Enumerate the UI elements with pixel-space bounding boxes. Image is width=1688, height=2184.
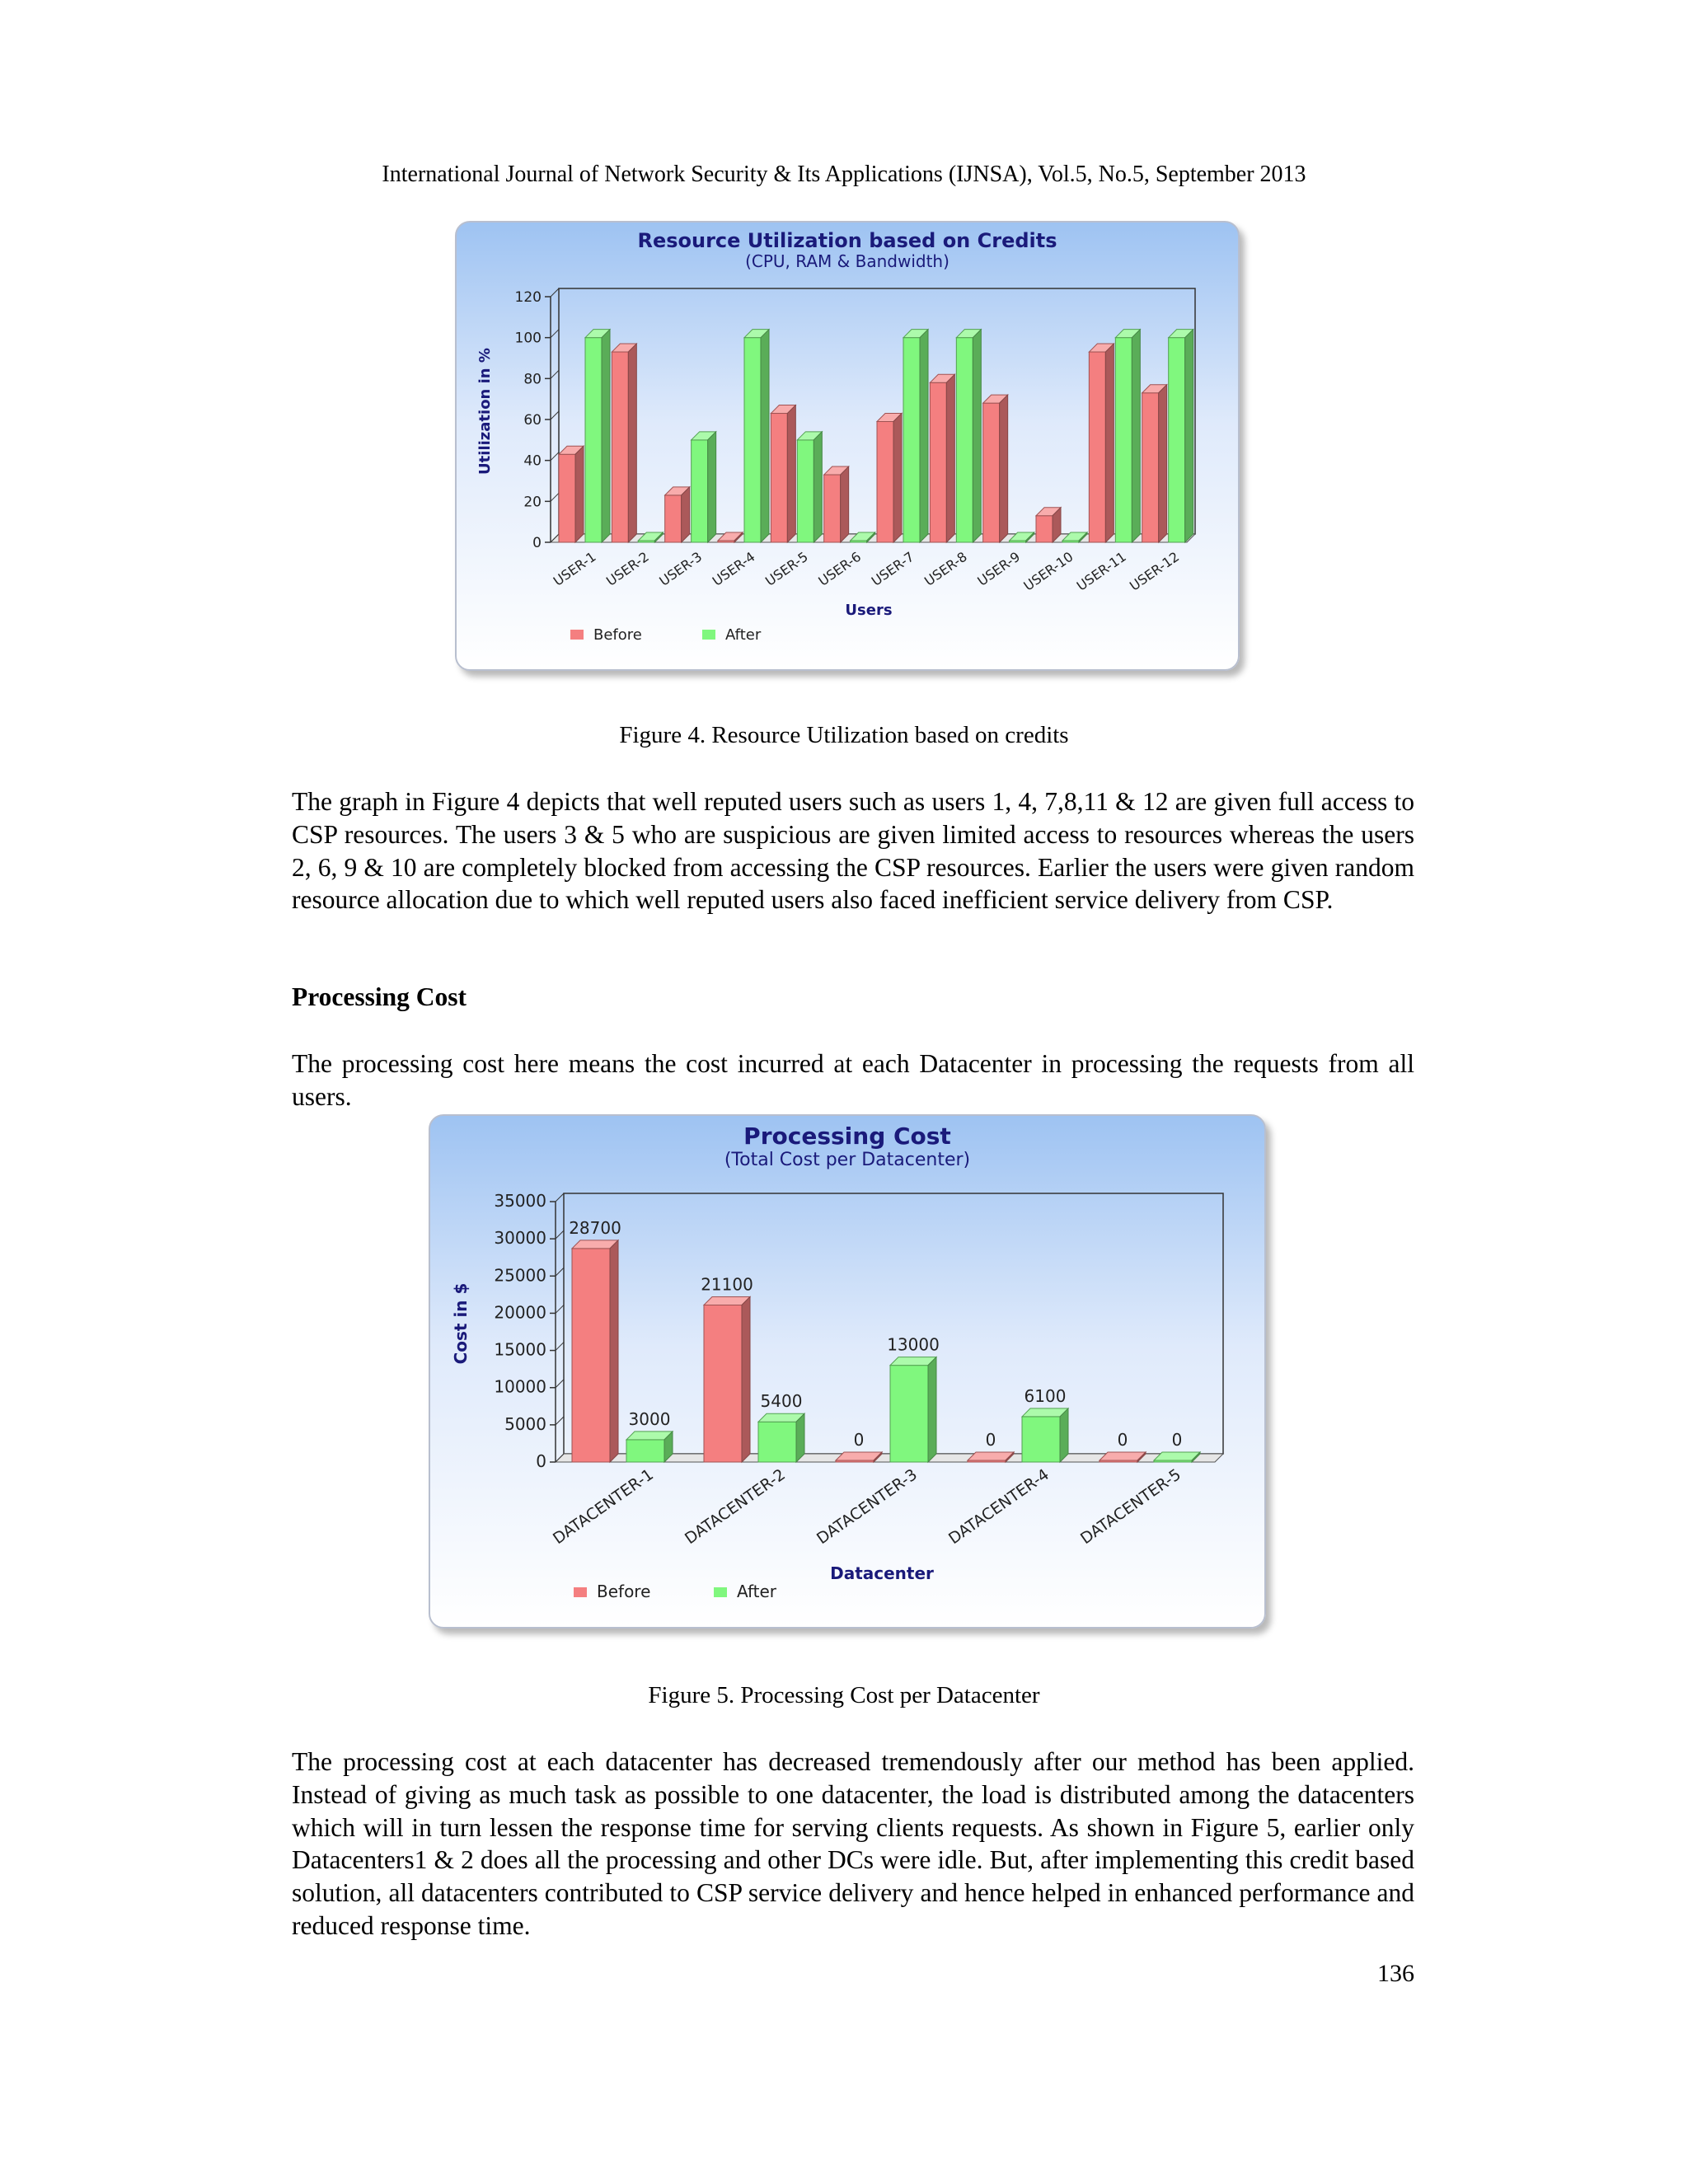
y-tick-label: 25000 — [494, 1265, 546, 1286]
x-tick-label: USER-5 — [762, 548, 811, 589]
x-tick-label: USER-10 — [1020, 548, 1076, 594]
y-tick-connector — [556, 1193, 564, 1202]
legend-swatch-before — [570, 630, 584, 640]
bar-side — [1132, 330, 1140, 542]
legend-label-before: Before — [593, 626, 642, 644]
bar-side — [841, 466, 849, 542]
bar-front — [1036, 516, 1053, 542]
x-axis-label: Users — [845, 602, 893, 619]
data-label: 28700 — [569, 1217, 621, 1238]
bar-side — [742, 1296, 750, 1462]
bar-side — [610, 1240, 618, 1462]
bar-front — [1169, 338, 1185, 542]
bar-before-4 — [968, 1452, 1014, 1462]
bar-front — [572, 1249, 610, 1462]
bar-front — [626, 1440, 664, 1462]
bar-front — [692, 440, 708, 542]
y-tick-label: 35000 — [494, 1191, 546, 1211]
y-tick-connector — [556, 1380, 564, 1388]
paragraph-1: The graph in Figure 4 depicts that well reputed users such as users 1, 4, 7,8,11 & 12 are given full access to CSP resources. The users 3 & 5 who are suspicious are given limited access to resources whereas the users 2, 6, 9 & 10 are completely blocked from accessing the CSP resources. Earlier the users were given random resource allocation due to which well reputed users also faced inefficient service delivery from CSP. — [292, 787, 1414, 915]
x-tick-label: USER-1 — [550, 548, 599, 589]
bar-after-5 — [1154, 1452, 1200, 1462]
y-tick-label: 5000 — [504, 1413, 546, 1434]
data-label: 0 — [1171, 1430, 1183, 1450]
bar-after-11 — [1115, 330, 1140, 542]
paragraph-2: The processing cost here means the cost incurred at each Datacenter in processing the requests from all users. — [292, 1049, 1414, 1111]
y-tick-label: 80 — [523, 371, 542, 388]
bar-after-7 — [903, 330, 928, 542]
bar-side — [796, 1413, 804, 1462]
page-number: 136 — [1377, 1960, 1414, 1987]
x-tick-label: DATACENTER-3 — [814, 1465, 921, 1549]
bar-front — [983, 403, 1000, 542]
data-label: 0 — [985, 1430, 996, 1450]
bar-front — [824, 475, 841, 542]
bar-front — [771, 414, 787, 542]
bar-after-4 — [744, 330, 769, 542]
y-tick-label: 10000 — [494, 1376, 546, 1397]
figure-5-caption: Figure 5. Processing Cost per Datacenter — [648, 1682, 1040, 1708]
y-tick-label: 0 — [532, 535, 542, 551]
bar-after-4 — [1022, 1408, 1068, 1462]
bar-side — [920, 330, 928, 542]
y-tick-connector — [551, 411, 559, 419]
y-tick-connector — [556, 1343, 564, 1351]
y-axis-label: Utilization in % — [476, 348, 494, 475]
bar-side — [893, 413, 902, 542]
bar-after-5 — [797, 432, 822, 542]
y-tick-label: 30000 — [494, 1228, 546, 1249]
bar-side — [708, 432, 716, 542]
bar-before-3 — [665, 487, 690, 542]
bar-before-6 — [824, 466, 849, 542]
bar-after-3 — [890, 1357, 936, 1462]
x-tick-label: DATACENTER-4 — [945, 1465, 1053, 1549]
y-tick-label: 15000 — [494, 1339, 546, 1360]
bar-front — [903, 338, 920, 542]
y-tick-connector — [551, 288, 559, 297]
bar-front — [877, 421, 893, 542]
bar-side — [928, 1357, 936, 1462]
bar-front — [797, 440, 814, 542]
x-tick-label: DATACENTER-2 — [682, 1465, 789, 1549]
bar-front — [956, 338, 973, 542]
y-tick-connector — [556, 1305, 564, 1313]
bar-before-12 — [1142, 385, 1167, 542]
y-tick-label: 60 — [523, 412, 542, 429]
bar-side — [1185, 330, 1193, 542]
journal-header: International Journal of Network Security & Its Applications (IJNSA), Vol.5, No.5, September 2013 — [382, 162, 1306, 187]
bar-before-1 — [559, 446, 584, 542]
bar-front — [1022, 1417, 1060, 1462]
bar-side — [682, 487, 690, 542]
data-label: 3000 — [628, 1408, 671, 1429]
y-tick-connector — [551, 493, 559, 501]
x-tick-label: DATACENTER-5 — [1077, 1465, 1184, 1549]
bar-side — [814, 432, 822, 542]
bar-before-5 — [1100, 1452, 1146, 1462]
bar-front — [585, 338, 602, 542]
y-tick-label: 40 — [523, 452, 542, 470]
bar-side — [1105, 344, 1114, 542]
x-tick-label: DATACENTER-1 — [550, 1465, 657, 1549]
x-tick-label: USER-7 — [868, 548, 917, 589]
chart-title: Processing Cost — [743, 1122, 951, 1150]
bar-side — [575, 446, 584, 542]
bar-front — [612, 352, 628, 542]
data-label: 5400 — [760, 1391, 803, 1412]
bar-before-1 — [572, 1240, 618, 1462]
bar-front — [758, 1422, 796, 1462]
y-tick-label: 120 — [514, 289, 542, 306]
bar-after-3 — [692, 432, 716, 542]
chart-subtitle: (Total Cost per Datacenter) — [724, 1150, 971, 1170]
bar-front — [559, 454, 575, 542]
bar-before-3 — [836, 1452, 882, 1462]
data-label: 21100 — [701, 1274, 753, 1295]
bar-front — [665, 495, 682, 542]
bar-front — [930, 382, 946, 542]
bar-before-10 — [1036, 508, 1061, 542]
chart-title: Resource Utilization based on Credits — [637, 229, 1057, 252]
resource-utilization-chart — [457, 223, 1238, 669]
x-tick-label: USER-12 — [1127, 548, 1183, 594]
y-tick-connector — [551, 330, 559, 338]
bar-before-2 — [704, 1296, 750, 1462]
x-tick-label: USER-3 — [656, 548, 706, 589]
bar-after-8 — [956, 330, 981, 542]
bar-front — [704, 1305, 742, 1462]
bar-front — [744, 338, 761, 542]
y-tick-connector — [551, 452, 559, 461]
bar-side — [1159, 385, 1167, 542]
figure-4-caption: Figure 4. Resource Utilization based on credits — [619, 722, 1069, 748]
data-label: 0 — [853, 1430, 865, 1450]
legend-label-before: Before — [597, 1582, 651, 1601]
bar-before-11 — [1089, 344, 1114, 542]
bar-after-2 — [758, 1413, 804, 1462]
bar-after-1 — [626, 1432, 673, 1462]
bar-side — [761, 330, 769, 542]
bar-front — [1089, 352, 1105, 542]
y-tick-connector — [556, 1230, 564, 1239]
figure-5-chart — [429, 1114, 1266, 1629]
bar-side — [973, 330, 981, 542]
y-tick-connector — [556, 1268, 564, 1276]
y-tick-connector — [551, 370, 559, 378]
x-tick-label: USER-11 — [1073, 548, 1129, 594]
x-tick-label: USER-2 — [603, 548, 652, 589]
bar-front — [1115, 338, 1132, 542]
bar-side — [602, 330, 610, 542]
x-tick-label: USER-6 — [815, 548, 865, 589]
data-label: 6100 — [1024, 1385, 1067, 1406]
y-tick-connector — [556, 1417, 564, 1425]
y-tick-label: 20 — [523, 494, 542, 511]
legend-label-after: After — [725, 626, 762, 644]
bar-front — [1142, 393, 1159, 542]
data-label: 0 — [1117, 1430, 1128, 1450]
legend-label-after: After — [737, 1582, 777, 1601]
x-tick-label: USER-8 — [921, 548, 970, 589]
bar-front — [890, 1366, 928, 1462]
bar-before-5 — [771, 405, 795, 542]
bar-after-12 — [1169, 330, 1193, 542]
legend-swatch-after — [714, 1587, 727, 1597]
bar-before-8 — [930, 374, 954, 542]
figure-4-chart — [455, 221, 1240, 671]
legend-swatch-before — [574, 1587, 587, 1597]
bar-before-2 — [612, 344, 636, 542]
bar-before-9 — [983, 395, 1008, 542]
bar-side — [1060, 1408, 1068, 1462]
bar-side — [787, 405, 795, 542]
chart-subtitle: (CPU, RAM & Bandwidth) — [745, 251, 950, 271]
y-tick-label: 20000 — [494, 1302, 546, 1323]
paragraph-3: The processing cost at each datacenter has decreased tremendously after our method has been applied. Instead of giving as much task as possible to one datacenter, the load is distributed among the datacenters which will in turn lessen the response time for serving clients requests. As shown in Figure 5, earlier only Datacenters1 & 2 does all the processing and other DCs were idle. But, after implementing this credit based solution, all datacenters contributed to CSP service delivery and hence helped in enhanced performance and reduced response time. — [292, 1747, 1414, 1940]
x-tick-label: USER-9 — [974, 548, 1024, 589]
section-heading: Processing Cost — [292, 982, 467, 1011]
bar-side — [1000, 395, 1008, 542]
x-axis-label: Datacenter — [830, 1563, 934, 1583]
bar-after-1 — [585, 330, 610, 542]
legend-swatch-after — [702, 630, 715, 640]
bar-side — [946, 374, 954, 542]
data-label: 13000 — [887, 1334, 940, 1355]
processing-cost-chart — [430, 1116, 1264, 1627]
x-tick-label: USER-4 — [709, 548, 758, 589]
y-tick-label: 0 — [536, 1451, 546, 1471]
y-axis-label: Cost in $ — [451, 1282, 471, 1365]
y-tick-label: 100 — [514, 330, 542, 347]
bar-before-7 — [877, 413, 902, 542]
bar-side — [628, 344, 636, 542]
